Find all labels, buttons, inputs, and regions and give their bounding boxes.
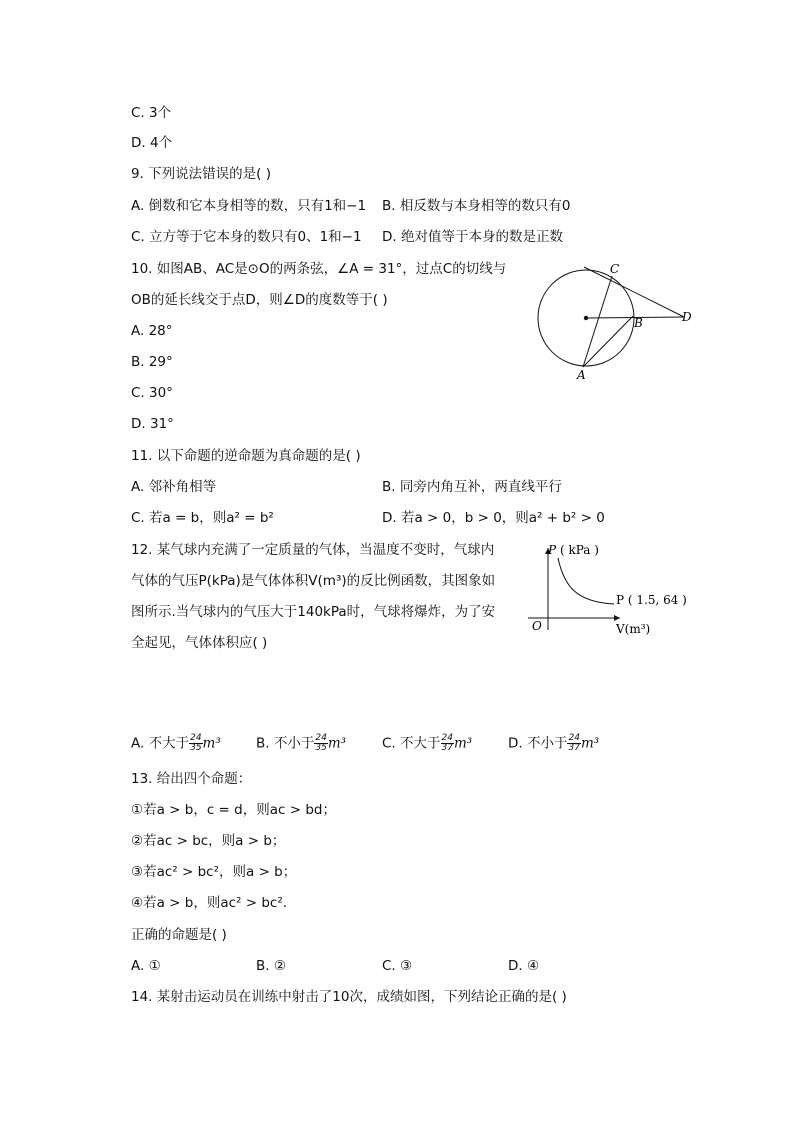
q9-option-b: B. 相反数与本身相等的数只有0 — [382, 198, 571, 214]
q10-option-c: C. 30° — [131, 385, 173, 401]
q12-option-b-prefix: B. 不小于 — [256, 735, 315, 752]
q11-option-d: D. 若a > 0，b > 0，则a² + b² > 0 — [382, 510, 605, 526]
origin-label: O — [532, 619, 542, 633]
q12-option-c-unit: m³ — [453, 735, 473, 752]
q11-option-c: C. 若a = b，则a² = b² — [131, 510, 274, 526]
tangent-cd — [584, 267, 684, 317]
q10-option-a: A. 28° — [131, 323, 173, 339]
q10-stem-line2: OB的延长线交于点D，则∠D的度数等于( ) — [131, 292, 388, 308]
y-axis-label-var: P — [548, 543, 557, 557]
q12-option-c-num: 24 — [441, 733, 453, 743]
q12-option-d-fraction — [567, 734, 580, 753]
q11-option-a: A. 邻补角相等 — [131, 479, 217, 495]
q12-option-b-fraction — [314, 734, 327, 753]
q13-proposition-4: ④若a > b，则ac² > bc². — [131, 895, 288, 911]
q10-stem-line1: 10. 如图AB、AC是⊙O的两条弦，∠A = 31°，过点C的切线与 — [131, 261, 507, 277]
q10-option-b: B. 29° — [131, 354, 173, 370]
q12-option-a — [131, 734, 221, 753]
q10-option-d: D. 31° — [131, 416, 174, 432]
hyperbola-curve — [558, 558, 614, 604]
q8-option-c: C. 3个 — [131, 105, 172, 121]
q12-option-c-den: 37 — [441, 743, 453, 753]
q12-option-a-den: 35 — [190, 743, 202, 753]
q9-option-d: D. 绝对值等于本身的数是正数 — [382, 229, 563, 245]
q12-option-d-prefix: D. 不小于 — [508, 735, 568, 752]
q12-option-d-unit: m³ — [580, 735, 600, 752]
q11-option-b: B. 同旁内角互补，两直线平行 — [382, 479, 562, 495]
q12-option-a-unit: m³ — [202, 735, 221, 752]
q12-option-b-num: 24 — [315, 733, 327, 743]
q12-option-a-num: 24 — [190, 733, 202, 743]
q13-proposition-2: ②若ac > bc，则a > b； — [131, 833, 286, 849]
inverse-proportion-graph — [520, 538, 700, 638]
q12-stem-line4: 全起见，气体体积应( ) — [131, 635, 268, 651]
q8-option-d: D. 4个 — [131, 135, 173, 151]
center-o-dot — [584, 316, 588, 320]
q12-stem-line2: 气体的气压P(kPa)是气体体积V(m³)的反比例函数，其图象如 — [131, 573, 496, 589]
chord-ab — [583, 316, 633, 367]
q12-option-b-den: 35 — [315, 743, 327, 753]
q13-stem: 13. 给出四个命题： — [131, 771, 252, 787]
label-c: C — [610, 262, 620, 276]
q12-option-b — [256, 734, 346, 753]
q13-ask: 正确的命题是( ) — [131, 927, 227, 943]
x-axis-label: V(m³) — [616, 622, 651, 636]
q9-option-c: C. 立方等于它本身的数只有0、1和−1 — [131, 229, 362, 245]
q11-stem: 11. 以下命题的逆命题为真命题的是( ) — [131, 448, 361, 464]
q12-option-c-prefix: C. 不大于 — [382, 735, 441, 752]
q12-option-c-fraction — [441, 734, 454, 753]
q12-option-d — [508, 734, 599, 753]
q12-stem-line1: 12. 某气球内充满了一定质量的气体，当温度不变时，气球内 — [131, 542, 495, 558]
q13-proposition-3: ③若ac² > bc²，则a > b； — [131, 864, 297, 880]
q13-proposition-1: ①若a > b，c = d，则ac > bd； — [131, 802, 336, 818]
q13-option-d: D. ④ — [508, 958, 540, 974]
q13-option-a: A. ① — [131, 958, 161, 974]
q13-option-b: B. ② — [256, 958, 286, 974]
q12-option-d-den: 37 — [568, 743, 580, 753]
chord-ac — [583, 276, 612, 367]
q9-stem: 9. 下列说法错误的是( ) — [131, 166, 271, 182]
q12-stem-line3: 图所示.当气球内的气压大于140kPa时，气球将爆炸，为了安 — [131, 604, 496, 620]
point-label: P ( 1.5, 64 ) — [616, 593, 687, 607]
q12-option-b-unit: m³ — [327, 735, 347, 752]
q12-option-a-prefix: A. 不大于 — [131, 735, 190, 752]
label-a: A — [577, 368, 586, 382]
circle-tangent-figure — [530, 255, 710, 385]
q13-option-c: C. ③ — [382, 958, 413, 974]
q12-option-d-num: 24 — [568, 733, 580, 743]
q9-option-a: A. 倒数和它本身相等的数，只有1和−1 — [131, 198, 367, 214]
q12-option-a-fraction — [189, 734, 202, 753]
q12-option-c — [382, 734, 472, 753]
label-b: B — [634, 316, 643, 330]
q14-stem: 14. 某射击运动员在训练中射击了10次，成绩如图，下列结论正确的是( ) — [131, 989, 567, 1005]
y-axis-label-unit: ( kPa ) — [560, 543, 599, 557]
label-d: D — [682, 310, 692, 324]
